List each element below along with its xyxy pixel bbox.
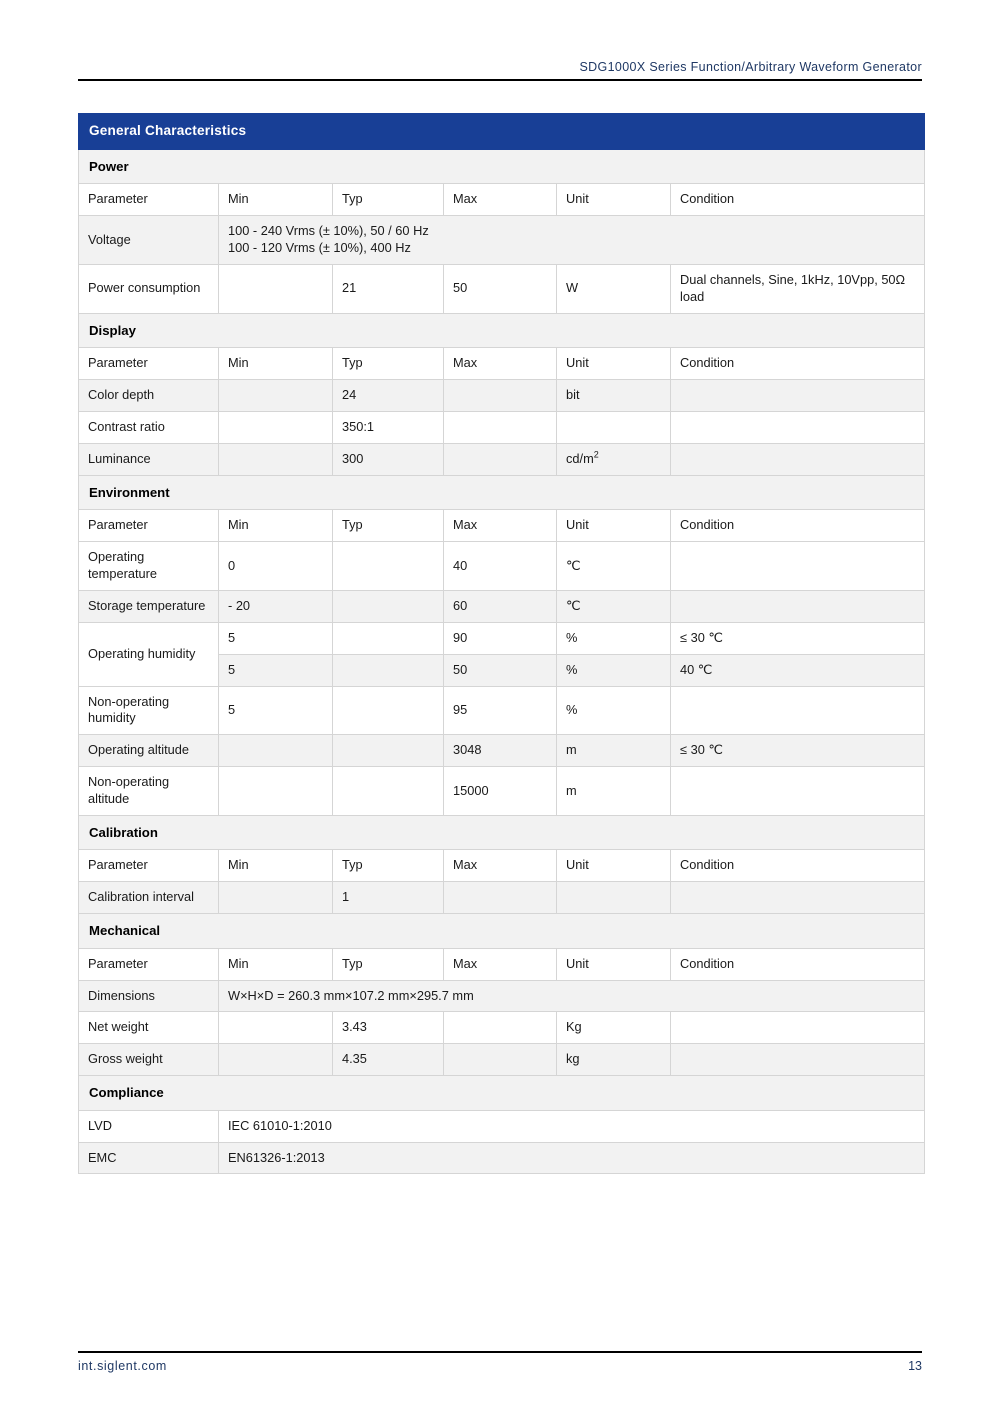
section-title: Calibration xyxy=(79,816,925,850)
row-parameter: Contrast ratio xyxy=(79,412,219,444)
column-header-unit: Unit xyxy=(557,510,671,542)
row-unit xyxy=(557,412,671,444)
table-row xyxy=(79,1012,925,1044)
column-header-row-calibration xyxy=(79,850,925,882)
voltage-line-2: 100 - 120 Vrms (± 10%), 400 Hz xyxy=(228,240,411,256)
column-header-min: Min xyxy=(219,850,333,882)
section-title: Mechanical xyxy=(79,914,925,948)
row-condition xyxy=(671,767,925,816)
row-parameter: Power consumption xyxy=(79,265,219,314)
column-header-parameter: Parameter xyxy=(79,348,219,380)
column-header-unit: Unit xyxy=(557,348,671,380)
table-title: General Characteristics xyxy=(79,114,925,150)
row-min xyxy=(219,735,333,767)
row-min xyxy=(219,380,333,412)
row-min: - 20 xyxy=(219,590,333,622)
row-typ xyxy=(333,542,444,591)
column-header-unit: Unit xyxy=(557,184,671,216)
table-row xyxy=(79,622,925,654)
row-unit: % xyxy=(557,622,671,654)
row-min: 5 xyxy=(219,654,333,686)
row-condition xyxy=(671,1012,925,1044)
footer-page-number: 13 xyxy=(908,1359,922,1373)
row-condition: Dual channels, Sine, 1kHz, 10Vpp, 50Ω load xyxy=(671,265,925,314)
column-header-parameter: Parameter xyxy=(79,850,219,882)
table-row xyxy=(79,216,925,265)
row-unit: % xyxy=(557,654,671,686)
row-min xyxy=(219,265,333,314)
row-max: 90 xyxy=(444,622,557,654)
section-header-display xyxy=(79,313,925,347)
row-parameter: Storage temperature xyxy=(79,590,219,622)
row-max: 40 xyxy=(444,542,557,591)
column-header-max: Max xyxy=(444,348,557,380)
section-header-calibration xyxy=(79,816,925,850)
row-min: 0 xyxy=(219,542,333,591)
row-unit: bit xyxy=(557,380,671,412)
row-unit: Kg xyxy=(557,1012,671,1044)
row-min xyxy=(219,1044,333,1076)
row-typ xyxy=(333,735,444,767)
row-span-value: EN61326-1:2013 xyxy=(219,1142,925,1174)
column-header-condition: Condition xyxy=(671,850,925,882)
row-unit: ℃ xyxy=(557,542,671,591)
row-typ xyxy=(333,767,444,816)
row-max xyxy=(444,1044,557,1076)
column-header-parameter: Parameter xyxy=(79,184,219,216)
column-header-unit: Unit xyxy=(557,850,671,882)
section-title: Environment xyxy=(79,475,925,509)
row-condition: ≤ 30 ℃ xyxy=(671,622,925,654)
row-min xyxy=(219,412,333,444)
row-unit-luminance xyxy=(557,443,671,475)
row-parameter: Non-operating humidity xyxy=(79,686,219,735)
section-header-power xyxy=(79,149,925,183)
table-row xyxy=(79,412,925,444)
row-span-value xyxy=(219,216,925,265)
row-parameter: Gross weight xyxy=(79,1044,219,1076)
row-unit: % xyxy=(557,686,671,735)
column-header-typ: Typ xyxy=(333,184,444,216)
row-max: 15000 xyxy=(444,767,557,816)
row-typ: 24 xyxy=(333,380,444,412)
column-header-condition: Condition xyxy=(671,348,925,380)
row-typ: 1 xyxy=(333,882,444,914)
general-characteristics-table xyxy=(78,113,925,1174)
row-typ: 4.35 xyxy=(333,1044,444,1076)
table-row xyxy=(79,542,925,591)
column-header-max: Max xyxy=(444,184,557,216)
row-parameter: Operating temperature xyxy=(79,542,219,591)
row-parameter: Voltage xyxy=(79,216,219,265)
row-typ: 3.43 xyxy=(333,1012,444,1044)
row-unit xyxy=(557,882,671,914)
column-header-min: Min xyxy=(219,948,333,980)
column-header-min: Min xyxy=(219,510,333,542)
row-condition: 40 ℃ xyxy=(671,654,925,686)
column-header-condition: Condition xyxy=(671,184,925,216)
row-typ: 350:1 xyxy=(333,412,444,444)
column-header-min: Min xyxy=(219,348,333,380)
table-row xyxy=(79,590,925,622)
column-header-row-display xyxy=(79,348,925,380)
table-row xyxy=(79,380,925,412)
table-row xyxy=(79,882,925,914)
column-header-row-environment xyxy=(79,510,925,542)
row-min xyxy=(219,1012,333,1044)
table-row xyxy=(79,980,925,1012)
row-max xyxy=(444,412,557,444)
column-header-typ: Typ xyxy=(333,348,444,380)
row-condition xyxy=(671,1044,925,1076)
row-condition xyxy=(671,380,925,412)
column-header-row-mechanical xyxy=(79,948,925,980)
row-max: 3048 xyxy=(444,735,557,767)
row-span-value: IEC 61010-1:2010 xyxy=(219,1110,925,1142)
column-header-max: Max xyxy=(444,948,557,980)
column-header-typ: Typ xyxy=(333,948,444,980)
row-condition xyxy=(671,882,925,914)
row-max: 50 xyxy=(444,265,557,314)
unit-exponent: 2 xyxy=(593,449,599,460)
row-typ: 300 xyxy=(333,443,444,475)
row-condition xyxy=(671,686,925,735)
section-title: Power xyxy=(79,149,925,183)
row-parameter: Color depth xyxy=(79,380,219,412)
row-min xyxy=(219,767,333,816)
row-parameter: Dimensions xyxy=(79,980,219,1012)
row-condition xyxy=(671,443,925,475)
section-header-compliance xyxy=(79,1076,925,1110)
row-parameter: EMC xyxy=(79,1142,219,1174)
column-header-typ: Typ xyxy=(333,510,444,542)
column-header-row-power xyxy=(79,184,925,216)
row-max: 50 xyxy=(444,654,557,686)
row-condition xyxy=(671,542,925,591)
voltage-line-1: 100 - 240 Vrms (± 10%), 50 / 60 Hz xyxy=(228,223,429,239)
table-row xyxy=(79,265,925,314)
document-footer xyxy=(78,1351,922,1373)
row-parameter: Net weight xyxy=(79,1012,219,1044)
row-min xyxy=(219,443,333,475)
row-parameter: Non-operating altitude xyxy=(79,767,219,816)
column-header-unit: Unit xyxy=(557,948,671,980)
column-header-max: Max xyxy=(444,510,557,542)
row-parameter-merged: Operating humidity xyxy=(79,622,219,686)
row-unit: W xyxy=(557,265,671,314)
column-header-parameter: Parameter xyxy=(79,510,219,542)
row-parameter: Luminance xyxy=(79,443,219,475)
column-header-condition: Condition xyxy=(671,510,925,542)
row-unit: ℃ xyxy=(557,590,671,622)
table-row xyxy=(79,1044,925,1076)
table-row xyxy=(79,767,925,816)
row-parameter: Operating altitude xyxy=(79,735,219,767)
table-row xyxy=(79,686,925,735)
row-parameter: LVD xyxy=(79,1110,219,1142)
column-header-min: Min xyxy=(219,184,333,216)
row-typ: 21 xyxy=(333,265,444,314)
row-max: 60 xyxy=(444,590,557,622)
general-characteristics-table-container xyxy=(78,113,924,1174)
row-min xyxy=(219,882,333,914)
header-divider-rule xyxy=(78,79,922,81)
section-header-environment xyxy=(79,475,925,509)
row-unit: m xyxy=(557,735,671,767)
section-title: Compliance xyxy=(79,1076,925,1110)
row-unit: m xyxy=(557,767,671,816)
row-parameter: Calibration interval xyxy=(79,882,219,914)
row-typ xyxy=(333,622,444,654)
row-condition: ≤ 30 ℃ xyxy=(671,735,925,767)
table-row xyxy=(79,1142,925,1174)
column-header-max: Max xyxy=(444,850,557,882)
row-min: 5 xyxy=(219,622,333,654)
row-max xyxy=(444,380,557,412)
section-header-mechanical xyxy=(79,914,925,948)
table-row xyxy=(79,735,925,767)
row-condition xyxy=(671,412,925,444)
table-row xyxy=(79,443,925,475)
table-title-row xyxy=(79,114,925,150)
column-header-parameter: Parameter xyxy=(79,948,219,980)
row-typ xyxy=(333,590,444,622)
row-condition xyxy=(671,590,925,622)
column-header-condition: Condition xyxy=(671,948,925,980)
row-unit: kg xyxy=(557,1044,671,1076)
table-row xyxy=(79,1110,925,1142)
running-header-title: SDG1000X Series Function/Arbitrary Waveform Generator xyxy=(579,60,922,74)
section-title: Display xyxy=(79,313,925,347)
row-max xyxy=(444,1012,557,1044)
document-running-header xyxy=(78,60,922,81)
row-min: 5 xyxy=(219,686,333,735)
unit-cd-per-m: cd/m xyxy=(566,450,594,466)
row-max xyxy=(444,882,557,914)
column-header-typ: Typ xyxy=(333,850,444,882)
row-max: 95 xyxy=(444,686,557,735)
row-span-value: W×H×D = 260.3 mm×107.2 mm×295.7 mm xyxy=(219,980,925,1012)
row-typ xyxy=(333,654,444,686)
footer-website-link[interactable]: int.siglent.com xyxy=(78,1359,167,1373)
row-max xyxy=(444,443,557,475)
row-typ xyxy=(333,686,444,735)
footer-divider-rule xyxy=(78,1351,922,1353)
